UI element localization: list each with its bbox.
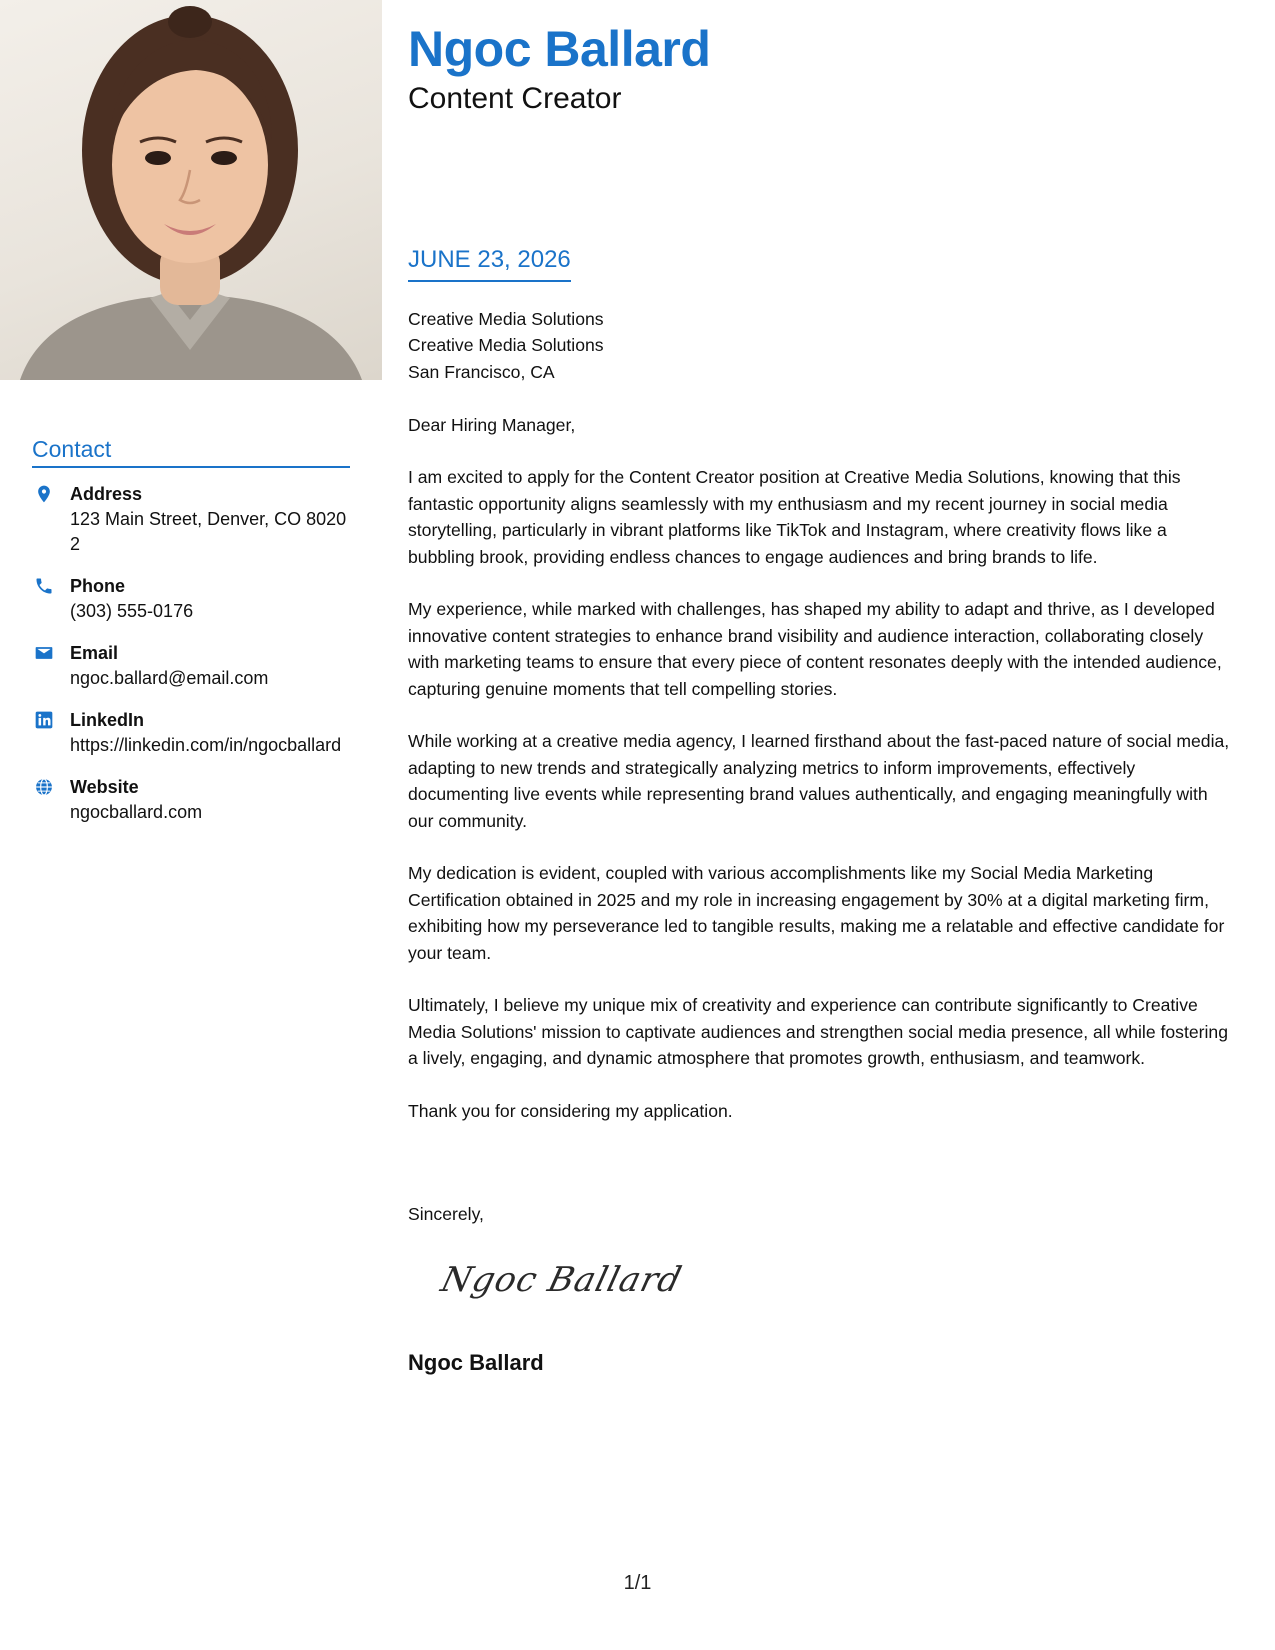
phone-icon	[34, 576, 54, 596]
linkedin-icon	[34, 710, 54, 730]
globe-icon	[34, 777, 54, 797]
linkedin-value[interactable]: https://linkedin.com/in/ngocballard	[70, 735, 342, 755]
signature	[428, 1250, 688, 1320]
recipient-line: Creative Media Solutions	[408, 335, 604, 356]
profile-photo	[0, 0, 382, 380]
contact-heading: Contact	[32, 436, 350, 468]
paragraph: Ultimately, I believe my unique mix of creativity and experience can contribute significantly to Creative Media Solutions' mission to captivate audiences and strengthen social media presence, all while fostering a lively, engaging, and dynamic atmosphere that promotes growth, enthusiasm, and teamwork.	[408, 995, 1228, 1069]
contact-item-email	[32, 641, 350, 691]
map-pin-icon	[34, 484, 54, 504]
job-title: Content Creator	[408, 82, 622, 115]
letter-date: JUNE 23, 2026	[408, 246, 571, 282]
email-label: Email	[70, 643, 119, 663]
linkedin-label: LinkedIn	[70, 710, 145, 730]
contact-item-phone	[32, 574, 350, 624]
paragraph: Thank you for considering my application.	[408, 1101, 733, 1122]
paragraph: While working at a creative media agency, I learned firsthand about the fast-paced nature of social media, adapting to new trends and strategically analyzing metrics to inform improvements, effectively documenting live events while representing brand values authentically, and engaging meaningfully with our community.	[408, 731, 1230, 831]
recipient-line: Creative Media Solutions	[408, 309, 604, 329]
paragraph: My experience, while marked with challenges, has shaped my ability to adapt and thrive, as I developed innovative content strategies to enhance brand visibility and audience interaction, collaborating closely with marketing teams to ensure that every piece of content resonates deeply with the intended audience, capturing genuine moments that tell compelling stories.	[408, 599, 1222, 699]
portrait-illustration	[0, 0, 382, 380]
signer-name: Ngoc Ballard	[408, 1350, 544, 1375]
signature-text: Ngoc Ballard	[437, 1260, 687, 1300]
address-label: Address	[70, 484, 143, 504]
envelope-icon	[34, 643, 54, 663]
letter-body	[408, 306, 1238, 1151]
phone-label: Phone	[70, 576, 126, 596]
applicant-name: Ngoc Ballard	[408, 21, 711, 77]
closing: Sincerely,	[408, 1204, 484, 1224]
contact-section	[32, 436, 350, 842]
recipient-block	[408, 306, 1238, 385]
page-number: 1/1	[623, 1572, 652, 1594]
contact-item-address	[32, 482, 350, 557]
sidebar	[0, 0, 382, 1650]
paragraph: I am excited to apply for the Content Creator position at Creative Media Solutions, knowing that this fantastic opportunity aligns seamlessly with my enthusiasm and my recent journey in social media storytelling, particularly in vibrant platforms like TikTok and Instagram, where creativity flows like a bubbling brook, providing endless chances to engage audiences and bring brands to life.	[408, 467, 1181, 567]
phone-value: (303) 555-0176	[70, 601, 194, 621]
greeting: Dear Hiring Manager,	[408, 414, 576, 435]
address-value: 123 Main Street, Denver, CO 80202	[70, 509, 347, 554]
recipient-line: San Francisco, CA	[408, 361, 555, 382]
contact-item-website	[32, 775, 350, 825]
website-label: Website	[70, 777, 139, 797]
email-value: ngoc.ballard@email.com	[70, 668, 269, 688]
paragraph: My dedication is evident, coupled with various accomplishments like my Social Media Marketing Certification obtained in 2025 and my role in increasing engagement by 30% at a digital marketing firm, exhibiting how my perseverance led to tangible results, making me a relatable and effective candidate for your team.	[408, 863, 1225, 963]
website-value[interactable]: ngocballard.com	[70, 802, 203, 822]
contact-item-linkedin	[32, 708, 350, 758]
